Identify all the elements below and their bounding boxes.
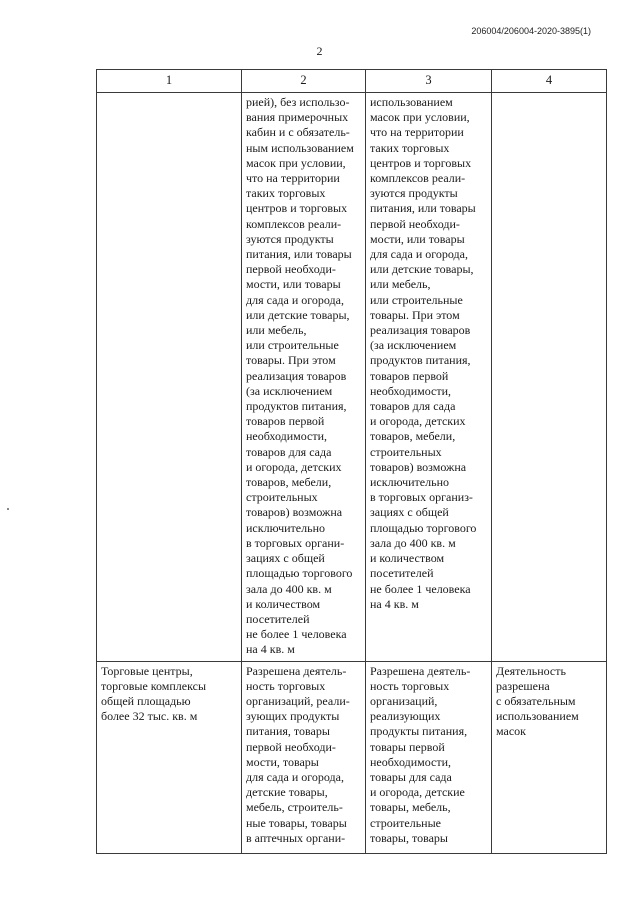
cell-text-line: продуктов питания, <box>370 353 471 368</box>
cell-text-line: реализация товаров <box>370 323 471 338</box>
cell-text-line: мости, или товары <box>370 231 465 246</box>
table-cell <box>492 661 607 853</box>
cell-text-line: мебель, строитель- <box>246 800 343 815</box>
cell-text-line: площадью торгового <box>246 566 353 581</box>
cell-text-line: товаров первой <box>246 414 325 429</box>
cell-text-line: масок при условии, <box>246 155 346 170</box>
page-number: 2 <box>316 44 323 58</box>
cell-text-line: с обязательным <box>496 693 576 708</box>
cell-text-line: ным использованием <box>246 140 354 155</box>
cell-text-line: товары, мебель, <box>370 800 451 815</box>
cell-text-line: таких торговых <box>370 140 450 155</box>
cell-text-line: для сада и огорода, <box>370 247 468 262</box>
column-header-2: 2 <box>242 70 366 93</box>
cell-text-line: товаров) возможна <box>370 459 467 474</box>
cell-text-line: комплексов реали- <box>370 171 466 186</box>
cell-text-line: зациях с общей <box>370 505 449 520</box>
cell-text-line: и огорода, детские <box>370 785 465 800</box>
cell-text-line: площадью торгового <box>370 520 477 535</box>
cell-text-line: на 4 кв. м <box>370 596 419 611</box>
cell-text-line: товаров первой <box>370 368 449 383</box>
table-cell <box>492 93 607 662</box>
cell-text-line: использованием <box>370 95 453 109</box>
cell-text-line: исключительно <box>370 475 449 490</box>
cell-text-line: ность торговых <box>246 678 326 693</box>
table-cell <box>366 661 492 853</box>
cell-text-line: или строительные <box>246 338 339 353</box>
cell-text-line: Деятельность <box>496 663 566 678</box>
cell-text-line: ность торговых <box>370 678 450 693</box>
cell-text-line: товаров) возможна <box>246 505 343 520</box>
cell-text-line: зуются продукты <box>246 231 334 246</box>
cell-text-line: для сада и огорода, <box>246 292 344 307</box>
cell-text-line: питания, или товары <box>370 201 476 216</box>
cell-text-line: товаров для сада <box>246 444 332 459</box>
cell-text-line: общей площадью <box>101 693 191 708</box>
cell-text-line: первой необходи- <box>370 216 460 231</box>
cell-text-line: детские товары, <box>246 785 328 800</box>
cell-text-line: масок при условии, <box>370 110 470 125</box>
cell-text-line: первой необходи- <box>246 262 336 277</box>
column-header-4: 4 <box>492 70 607 93</box>
cell-text-line: использованием <box>496 709 579 724</box>
cell-text-line: ные товары, товары <box>246 815 347 830</box>
cell-text-line: и огорода, детских <box>370 414 466 429</box>
cell-text-line: посетителей <box>370 566 434 581</box>
cell-text-line: товаров, мебели, <box>246 475 332 490</box>
cell-text-line: комплексов реали- <box>246 216 342 231</box>
table-cell <box>97 661 242 853</box>
cell-text-line: (за исключением <box>370 338 457 353</box>
table-cell <box>97 93 242 662</box>
cell-text-line: строительных <box>370 444 442 459</box>
cell-text-line: первой необходи- <box>246 739 336 754</box>
cell-text-line: или детские товары, <box>246 307 350 322</box>
cell-text-line: необходимости, <box>370 383 452 398</box>
regulations-table <box>96 69 607 854</box>
cell-text-line: исключительно <box>246 520 325 535</box>
cell-text-line: Разрешена деятель- <box>246 663 347 678</box>
table-cell <box>242 661 366 853</box>
cell-text-line: рией), без использо- <box>246 95 350 109</box>
document-id: 206004/206004-2020-3895(1) <box>471 26 591 36</box>
cell-text-line: таких торговых <box>246 186 326 201</box>
cell-text-line: питания, товары <box>246 724 330 739</box>
cell-text-line: или строительные <box>370 292 463 307</box>
cell-text-line: масок <box>496 724 526 739</box>
table-cell <box>366 93 492 662</box>
cell-text-line: организаций, <box>370 693 438 708</box>
cell-text-line: товары первой <box>370 739 445 754</box>
column-header-3: 3 <box>366 70 492 93</box>
cell-text-line: товары для сада <box>370 769 452 784</box>
cell-text-line: или мебель, <box>370 277 431 292</box>
cell-text-line: посетителей <box>246 611 310 626</box>
cell-text-line: товаров, мебели, <box>370 429 456 444</box>
cell-text-line: необходимости, <box>370 754 452 769</box>
cell-text-line: в аптечных органи- <box>246 830 346 845</box>
cell-text-line: зациях с общей <box>246 551 325 566</box>
cell-text-line: мости, или товары <box>246 277 341 292</box>
cell-text-line: для сада и огорода, <box>246 769 344 784</box>
cell-text-line: разрешена <box>496 678 550 693</box>
cell-text-line: и количеством <box>246 596 321 611</box>
cell-text-line: реализация товаров <box>246 368 347 383</box>
cell-text-line: мости, товары <box>246 754 319 769</box>
cell-text-line: не более 1 человека <box>370 581 471 596</box>
cell-text-line: на 4 кв. м <box>246 642 295 657</box>
cell-text-line: центров и торговых <box>370 155 472 170</box>
table-cell <box>242 93 366 662</box>
cell-text-line: необходимости, <box>246 429 328 444</box>
cell-text-line: (за исключением <box>246 383 333 398</box>
cell-text-line: строительные <box>370 815 441 830</box>
cell-text-line: и количеством <box>370 551 445 566</box>
cell-text-line: что на территории <box>370 125 464 140</box>
cell-text-line: товары, товары <box>370 830 448 845</box>
column-header-1: 1 <box>97 70 242 93</box>
table-row <box>97 661 607 853</box>
table-header-row <box>97 70 607 93</box>
cell-text-line: организаций, реали- <box>246 693 350 708</box>
cell-text-line: зала до 400 кв. м <box>370 535 456 550</box>
cell-text-line: Торговые центры, <box>101 663 193 678</box>
cell-text-line: товары. При этом <box>246 353 336 368</box>
cell-text-line: товары. При этом <box>370 307 460 322</box>
cell-text-line: не более 1 человека <box>246 627 347 642</box>
cell-text-line: реализующих <box>370 709 441 724</box>
scan-speck <box>7 508 9 510</box>
cell-text-line: строительных <box>246 490 318 505</box>
cell-text-line: зующих продукты <box>246 709 340 724</box>
cell-text-line: вания примерочных <box>246 110 349 125</box>
cell-text-line: торговые комплексы <box>101 678 207 693</box>
cell-text-line: кабин и с обязатель- <box>246 125 350 140</box>
cell-text-line: в торговых организ- <box>370 490 473 505</box>
cell-text-line: в торговых органи- <box>246 535 345 550</box>
cell-text-line: продукты питания, <box>370 724 468 739</box>
cell-text-line: и огорода, детских <box>246 459 342 474</box>
cell-text-line: более 32 тыс. кв. м <box>101 709 198 724</box>
cell-text-line: питания, или товары <box>246 247 352 262</box>
table-row <box>97 93 607 662</box>
cell-text-line: или мебель, <box>246 323 307 338</box>
cell-text-line: зуются продукты <box>370 186 458 201</box>
cell-text-line: центров и торговых <box>246 201 348 216</box>
cell-text-line: Разрешена деятель- <box>370 663 471 678</box>
cell-text-line: продуктов питания, <box>246 399 347 414</box>
cell-text-line: зала до 400 кв. м <box>246 581 332 596</box>
cell-text-line: товаров для сада <box>370 399 456 414</box>
cell-text-line: или детские товары, <box>370 262 474 277</box>
cell-text-line: что на территории <box>246 171 340 186</box>
